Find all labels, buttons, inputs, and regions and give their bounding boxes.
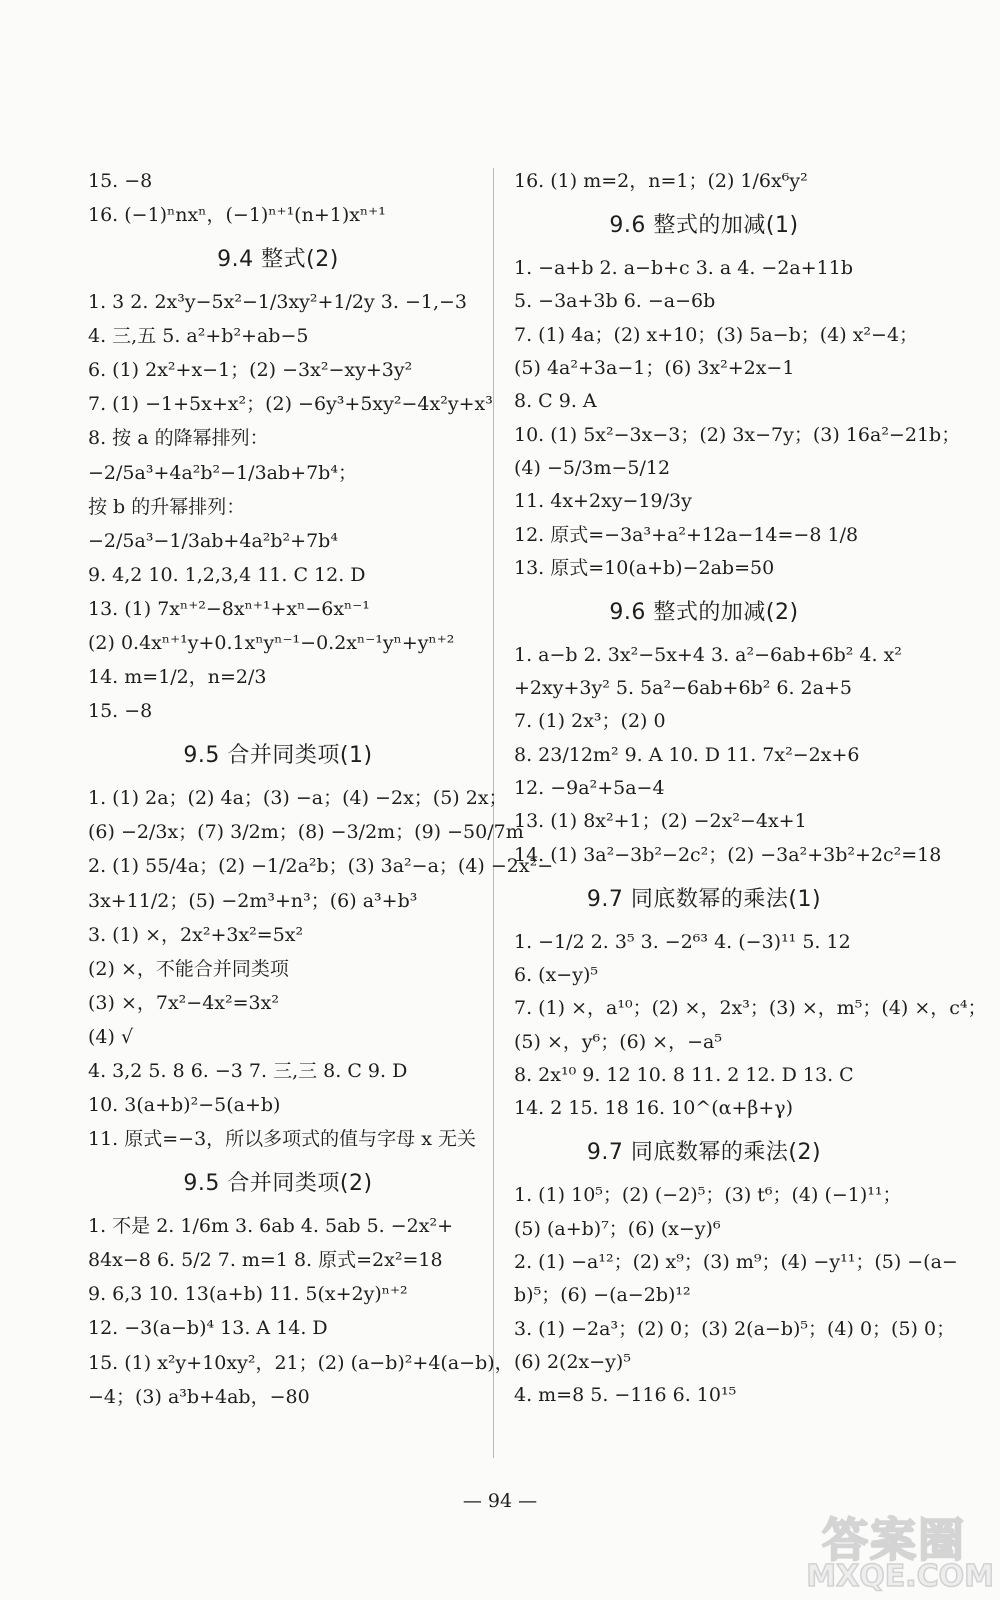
answer-line: (2) 0.4xⁿ⁺¹y+0.1xⁿyⁿ⁻¹−0.2xⁿ⁻¹yⁿ+yⁿ⁺² (88, 632, 455, 655)
answer-line: 16. (−1)ⁿnxⁿ，(−1)ⁿ⁺¹(n+1)xⁿ⁺¹ (88, 204, 386, 227)
answer-line: (5) 4a²+3a−1；(6) 3x²+2x−1 (514, 356, 795, 379)
answer-line: (4) √ (88, 1025, 134, 1048)
answer-line: 12. 原式=−3a³+a²+12a−14=−8 1/8 (514, 523, 859, 546)
site-watermark (804, 1504, 994, 1594)
answer-line: 1. 不是 2. 1/6m 3. 6ab 4. 5ab 5. −2x²+ (88, 1215, 454, 1238)
answer-line: (2) ×，不能合并同类项 (88, 957, 289, 980)
answer-line: 10. 3(a+b)²−5(a+b) (88, 1094, 281, 1117)
answer-line: 3. (1) ×，2x²+3x²=5x² (88, 923, 304, 946)
answer-line: 14. m=1/2，n=2/3 (88, 666, 267, 689)
answer-line: 14. (1) 3a²−3b²−2c²；(2) −3a²+3b²+2c²=18 (514, 843, 942, 866)
answer-line: 2. (1) −a¹²；(2) x⁹；(3) m⁹；(4) −y¹¹；(5) −(a− (514, 1250, 958, 1273)
answer-line: 12. −3(a−b)⁴ 13. A 14. D (88, 1317, 328, 1340)
answer-line: 1. −1/2 2. 3⁵ 3. −2⁶³ 4. (−3)¹¹ 5. 12 (514, 930, 851, 953)
answer-line: 84x−8 6. 5/2 7. m=1 8. 原式=2x²=18 (88, 1249, 443, 1272)
answer-line: 3x+11/2；(5) −2m³+n³；(6) a³+b³ (88, 889, 418, 912)
answer-line: 16. (1) m=2，n=1；(2) 1/6x⁶y² (514, 170, 808, 192)
answer-line: 4. m=8 5. −116 6. 10¹⁵ (514, 1384, 737, 1407)
answer-line: 15. −8 (88, 170, 153, 192)
answer-line: 8. 按 a 的降幂排列： (88, 427, 269, 450)
section-heading: 9.4 整式(2) (217, 247, 339, 273)
answer-line: 12. −9a²+5a−4 (514, 777, 665, 800)
answer-line: 9. 4,2 10. 1,2,3,4 11. C 12. D (88, 563, 366, 586)
right-answer-column (514, 168, 987, 1415)
answer-line: (3) ×，7x²−4x²=3x² (88, 991, 279, 1014)
watermark-logo-text: 答案圈 (822, 1513, 966, 1567)
answer-line: b)⁵；(6) −(a−2b)¹² (514, 1284, 691, 1307)
section-heading: 9.6 整式的加减(1) (609, 213, 799, 238)
answer-line: 6. (1) 2x²+x−1；(2) −3x²−xy+3y² (88, 359, 413, 382)
answer-line: 10. (1) 5x²−3x−3；(2) 3x−7y；(3) 16a²−21b； (514, 423, 961, 446)
answer-line: −4；(3) a³b+4ab，−80 (88, 1385, 310, 1408)
answer-line: 按 b 的升幂排列： (88, 495, 246, 518)
answer-line: 13. 原式=10(a+b)−2ab=50 (514, 556, 775, 579)
section-heading: 9.6 整式的加减(2) (609, 599, 799, 625)
answer-line: 1. a−b 2. 3x²−5x+4 3. a²−6ab+6b² 4. x² (514, 643, 902, 666)
answer-line: −2/5a³−1/3ab+4a²b²+7b⁴ (88, 529, 338, 552)
answer-line: 9. 6,3 10. 13(a+b) 11. 5(x+2y)ⁿ⁺² (88, 1283, 408, 1306)
answer-line: 3. (1) −2a³；(2) 0；(3) 2(a−b)⁵；(4) 0；(5) 0； (514, 1317, 956, 1340)
answer-line: 4. 三,五 5. a²+b²+ab−5 (88, 325, 309, 348)
answer-line: 5. −3a+3b 6. −a−6b (514, 290, 716, 313)
answer-line: 15. (1) x²y+10xy²，21；(2) (a−b)²+4(a−b)， (88, 1351, 514, 1374)
answer-line: 8. C 9. A (514, 390, 597, 413)
page-number: — 94 — (462, 1490, 538, 1512)
section-heading: 9.5 合并同类项(2) (183, 1171, 373, 1197)
answer-line: 8. 23/12m² 9. A 10. D 11. 7x²−2x+6 (514, 743, 860, 766)
answer-line: 11. 4x+2xy−19/3y (514, 490, 692, 513)
answer-line: 14. 2 15. 18 16. 10^(α+β+γ) (514, 1097, 794, 1120)
answer-line: 1. −a+b 2. a−b+c 3. a 4. −2a+11b (514, 257, 854, 279)
answer-line: 4. 3,2 5. 8 6. −3 7. 三,三 8. C 9. D (88, 1059, 408, 1082)
answer-line: 8. 2x¹⁰ 9. 12 10. 8 11. 2 12. D 13. C (514, 1063, 854, 1086)
answer-line: (5) ×，y⁶；(6) ×，−a⁵ (514, 1030, 722, 1053)
answer-line: 7. (1) 4a；(2) x+10；(3) 5a−b；(4) x²−4； (514, 323, 919, 346)
answer-line: (4) −5/3m−5/12 (514, 456, 671, 479)
answer-line: 13. (1) 7xⁿ⁺²−8xⁿ⁺¹+xⁿ−6xⁿ⁻¹ (88, 597, 370, 620)
answer-line: 11. 原式=−3，所以多项式的值与字母 x 无关 (88, 1128, 476, 1151)
answer-line: 7. (1) ×，a¹⁰；(2) ×，2x³；(3) ×，m⁵；(4) ×，c⁴； (514, 997, 987, 1020)
section-heading: 9.5 合并同类项(1) (183, 743, 373, 769)
answer-line: (5) (a+b)⁷；(6) (x−y)⁶ (514, 1217, 721, 1240)
left-answer-column (88, 168, 554, 1418)
answer-line: (6) −2/3x；(7) 3/2m；(8) −3/2m；(9) −50/7m (88, 821, 524, 844)
watermark-url: MXQE.COM (806, 1559, 994, 1594)
answer-line: 1. (1) 10⁵；(2) (−2)⁵；(3) t⁶；(4) (−1)¹¹； (514, 1184, 902, 1207)
section-heading: 9.7 同底数幂的乘法(1) (586, 886, 822, 912)
answer-line: 13. (1) 8x²+1；(2) −2x²−4x+1 (514, 810, 807, 833)
answer-line: 7. (1) −1+5x+x²；(2) −6y³+5xy²−4x²y+x³ (88, 393, 493, 416)
answer-line: 2. (1) 55/4a；(2) −1/2a²b；(3) 3a²−a；(4) −2x²− (88, 855, 554, 878)
answer-line: 7. (1) 2x³；(2) 0 (514, 710, 666, 733)
answer-line: 15. −8 (88, 700, 153, 723)
answer-line: (6) 2(2x−y)⁵ (514, 1350, 631, 1373)
answer-line: 1. 3 2. 2x³y−5x²−1/3xy²+1/2y 3. −1,−3 (88, 291, 468, 314)
answer-line: 6. (x−y)⁵ (514, 964, 598, 986)
answer-line: 1. (1) 2a；(2) 4a；(3) −a；(4) −2x；(5) 2x； (88, 787, 508, 810)
answer-line: −2/5a³+4a²b²−1/3ab+7b⁴； (88, 461, 357, 484)
answer-line: +2xy+3y² 5. 5a²−6ab+6b² 6. 2a+5 (514, 677, 852, 700)
section-heading: 9.7 同底数幂的乘法(2) (586, 1140, 822, 1166)
